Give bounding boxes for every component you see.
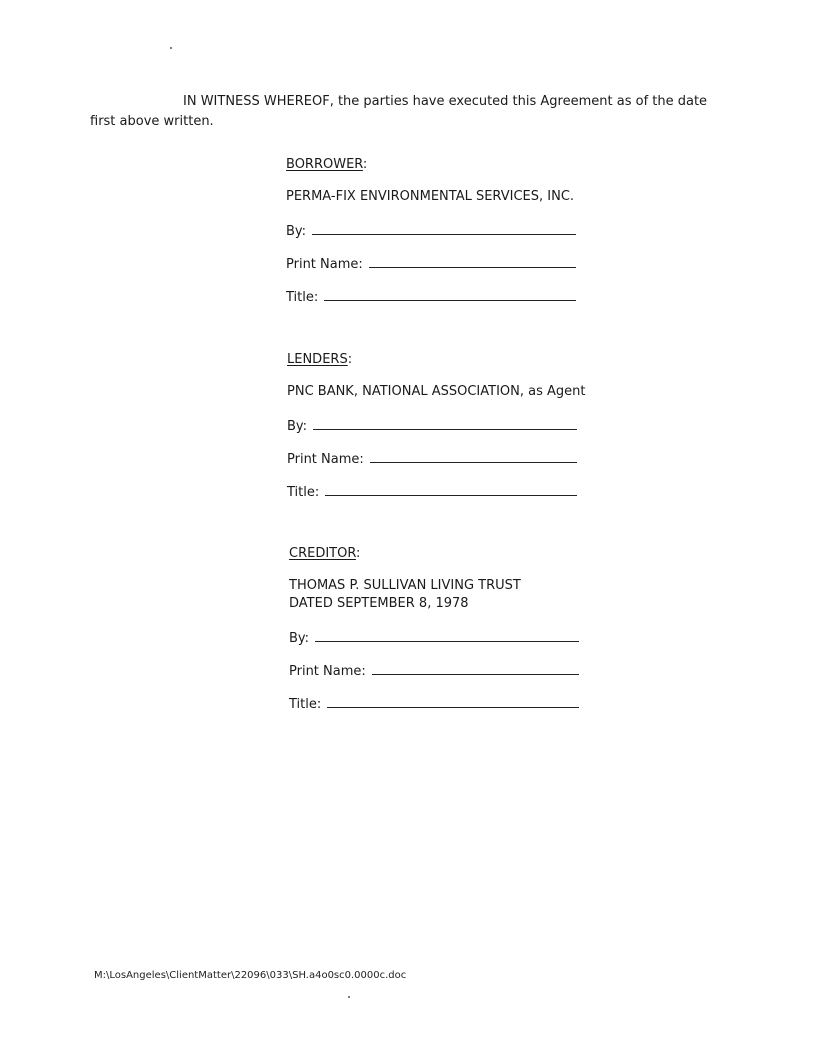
borrower-entity-name	[286, 188, 586, 206]
lenders-title-label: Title:	[287, 485, 320, 500]
creditor-entity-name	[289, 577, 589, 613]
borrower-print-name-field[interactable]	[369, 266, 576, 268]
borrower-title-label: Title:	[286, 290, 319, 305]
lenders-print-name-label: Print Name:	[287, 452, 364, 467]
creditor-by-signature-field[interactable]	[315, 640, 579, 642]
witness-paragraph: IN WITNESS WHEREOF, the parties have executed this Agreement as of the date first above written.	[90, 94, 708, 129]
creditor-print-name-label: Print Name:	[289, 664, 366, 679]
creditor-entity-line-2: DATED SEPTEMBER 8, 1978	[289, 596, 469, 611]
creditor-by-label: By:	[289, 631, 310, 646]
lenders-role-colon: :	[347, 352, 353, 367]
creditor-signature-block	[289, 544, 589, 712]
borrower-role-label: BORROWER	[286, 157, 363, 172]
borrower-print-name-line	[286, 252, 576, 272]
lenders-print-name-line	[287, 447, 577, 467]
borrower-by-signature-field[interactable]	[312, 233, 576, 235]
borrower-signature-block	[286, 155, 586, 305]
lenders-role-label: LENDERS	[287, 352, 348, 367]
lenders-title-line	[287, 480, 577, 500]
creditor-role-label: CREDITOR	[289, 546, 356, 561]
borrower-print-name-label: Print Name:	[286, 257, 363, 272]
creditor-title-field[interactable]	[327, 706, 579, 708]
borrower-by-line	[286, 219, 576, 239]
lenders-entity-name	[287, 383, 587, 401]
creditor-entity-line-1: THOMAS P. SULLIVAN LIVING TRUST	[289, 578, 521, 593]
borrower-title-line	[286, 285, 576, 305]
creditor-role-colon: :	[355, 546, 361, 561]
lenders-title-field[interactable]	[325, 494, 577, 496]
lenders-by-line	[287, 414, 577, 434]
borrower-role-colon: :	[362, 157, 368, 172]
creditor-title-label: Title:	[289, 697, 322, 712]
lenders-by-label: By:	[287, 419, 308, 434]
lenders-entity-line: PNC BANK, NATIONAL ASSOCIATION, as Agent	[287, 384, 586, 399]
footer-file-path: M:\LosAngeles\ClientMatter\22096\033\SH.a4o0sc0.0000c.doc	[94, 970, 407, 981]
lenders-signature-block	[287, 350, 587, 500]
borrower-heading	[286, 155, 586, 175]
borrower-title-field[interactable]	[324, 299, 576, 301]
creditor-print-name-line	[289, 659, 579, 679]
creditor-by-line	[289, 626, 579, 646]
creditor-heading	[289, 544, 589, 564]
borrower-entity-line: PERMA-FIX ENVIRONMENTAL SERVICES, INC.	[286, 189, 575, 204]
lenders-print-name-field[interactable]	[370, 461, 577, 463]
lenders-heading	[287, 350, 587, 370]
creditor-print-name-field[interactable]	[372, 673, 579, 675]
lenders-by-signature-field[interactable]	[313, 428, 577, 430]
scan-speck	[348, 996, 350, 998]
borrower-by-label: By:	[286, 224, 307, 239]
scan-speck	[170, 47, 172, 49]
creditor-title-line	[289, 692, 579, 712]
